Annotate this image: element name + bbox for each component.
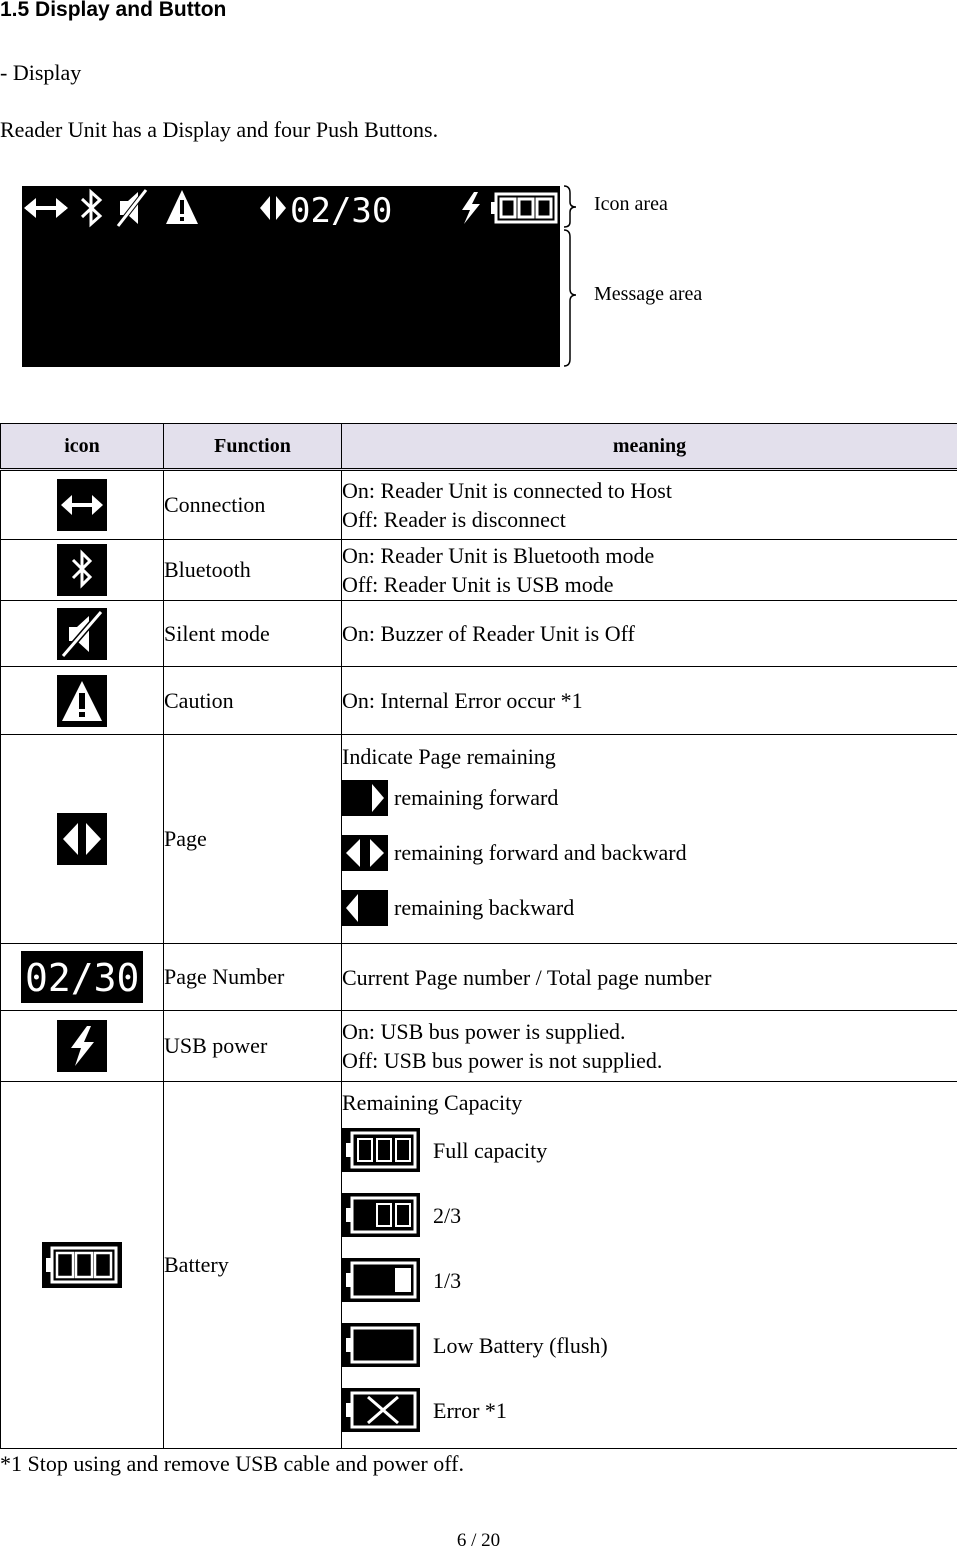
battery-low-icon	[342, 1323, 420, 1367]
silent-mode-icon	[57, 608, 107, 660]
battery-icon	[42, 1242, 122, 1288]
silent-mode-icon	[118, 190, 146, 226]
battery-error-line	[342, 1378, 957, 1443]
meaning-line: On: USB bus power is supplied.	[342, 1017, 957, 1046]
header-function: Function	[164, 424, 342, 470]
meaning-line: 1/3	[433, 1266, 461, 1295]
function-cell: Caution	[164, 667, 342, 735]
usb-power-icon	[57, 1020, 107, 1072]
page-both-icon	[342, 835, 388, 871]
meaning-line: Current Page number / Total page number	[342, 963, 957, 992]
table-row	[1, 601, 957, 667]
caution-icon	[166, 190, 198, 224]
meaning-line: Off: Reader is disconnect	[342, 505, 957, 534]
page-number: 6 / 20	[0, 1530, 957, 1552]
meaning-line: On: Reader Unit is Bluetooth mode	[342, 541, 957, 570]
table-row	[1, 667, 957, 735]
page-number-icon-text: 02/30	[25, 956, 139, 1000]
bluetooth-icon	[82, 192, 100, 224]
page-backward-icon	[342, 890, 388, 926]
header-icon: icon	[1, 424, 164, 470]
page-backward-line	[342, 880, 957, 935]
table-row	[1, 1011, 957, 1082]
meaning-intro: Remaining Capacity	[342, 1088, 957, 1118]
connection-icon	[24, 198, 68, 218]
function-cell: USB power	[164, 1011, 342, 1082]
usb-power-icon	[462, 192, 480, 224]
table-row	[1, 470, 957, 540]
icon-area-label: Icon area	[594, 193, 668, 216]
page-icon	[57, 813, 107, 865]
battery-one-third-line	[342, 1248, 957, 1313]
battery-one-third-icon	[342, 1258, 420, 1302]
battery-icon	[491, 194, 556, 222]
meaning-line: On: Buzzer of Reader Unit is Off	[342, 619, 957, 648]
function-cell: Silent mode	[164, 601, 342, 667]
meaning-line: 2/3	[433, 1201, 461, 1230]
meaning-line: Error *1	[433, 1396, 507, 1425]
meaning-line: remaining backward	[394, 893, 574, 922]
table-header-row	[1, 424, 957, 470]
table-row	[1, 1082, 957, 1449]
table-row	[1, 735, 957, 944]
battery-full-icon	[342, 1128, 420, 1172]
icon-table	[0, 423, 957, 1449]
function-cell: Battery	[164, 1082, 342, 1449]
meaning-line: On: Reader Unit is connected to Host	[342, 476, 957, 505]
function-cell: Page	[164, 735, 342, 944]
battery-two-thirds-icon	[342, 1193, 420, 1237]
meaning-line: Off: USB bus power is not supplied.	[342, 1046, 957, 1075]
page-both-line	[342, 825, 957, 880]
lcd-page-number: 02/30	[290, 191, 392, 231]
caution-icon	[57, 675, 107, 727]
intro-text: Reader Unit has a Display and four Push Buttons.	[0, 117, 438, 143]
battery-low-line	[342, 1313, 957, 1378]
table-row	[1, 944, 957, 1011]
battery-error-icon	[342, 1388, 420, 1432]
section-heading: 1.5 Display and Button	[0, 0, 226, 22]
table-row	[1, 540, 957, 601]
meaning-line: Off: Reader Unit is USB mode	[342, 570, 957, 599]
area-brace	[560, 185, 584, 370]
function-cell: Connection	[164, 470, 342, 540]
battery-two-thirds-line	[342, 1183, 957, 1248]
page-number-icon	[21, 951, 143, 1003]
bluetooth-icon	[57, 544, 107, 596]
message-area-label: Message area	[594, 283, 702, 306]
page-forward-icon	[342, 780, 388, 816]
meaning-line: Low Battery (flush)	[433, 1331, 608, 1360]
page-forward-line	[342, 770, 957, 825]
meaning-line: remaining forward and backward	[394, 838, 687, 867]
header-meaning: meaning	[342, 424, 957, 470]
page-icon	[260, 196, 286, 220]
battery-full-line	[342, 1118, 957, 1183]
meaning-line: Full capacity	[433, 1136, 547, 1165]
function-cell: Page Number	[164, 944, 342, 1011]
meaning-line: On: Internal Error occur *1	[342, 686, 957, 715]
footnote: *1 Stop using and remove USB cable and power off.	[0, 1451, 464, 1477]
meaning-intro: Indicate Page remaining	[342, 743, 957, 770]
function-cell: Bluetooth	[164, 540, 342, 601]
meaning-line: remaining forward	[394, 783, 558, 812]
lcd-display	[22, 186, 560, 367]
subheading: - Display	[0, 60, 81, 86]
connection-icon	[57, 479, 107, 531]
